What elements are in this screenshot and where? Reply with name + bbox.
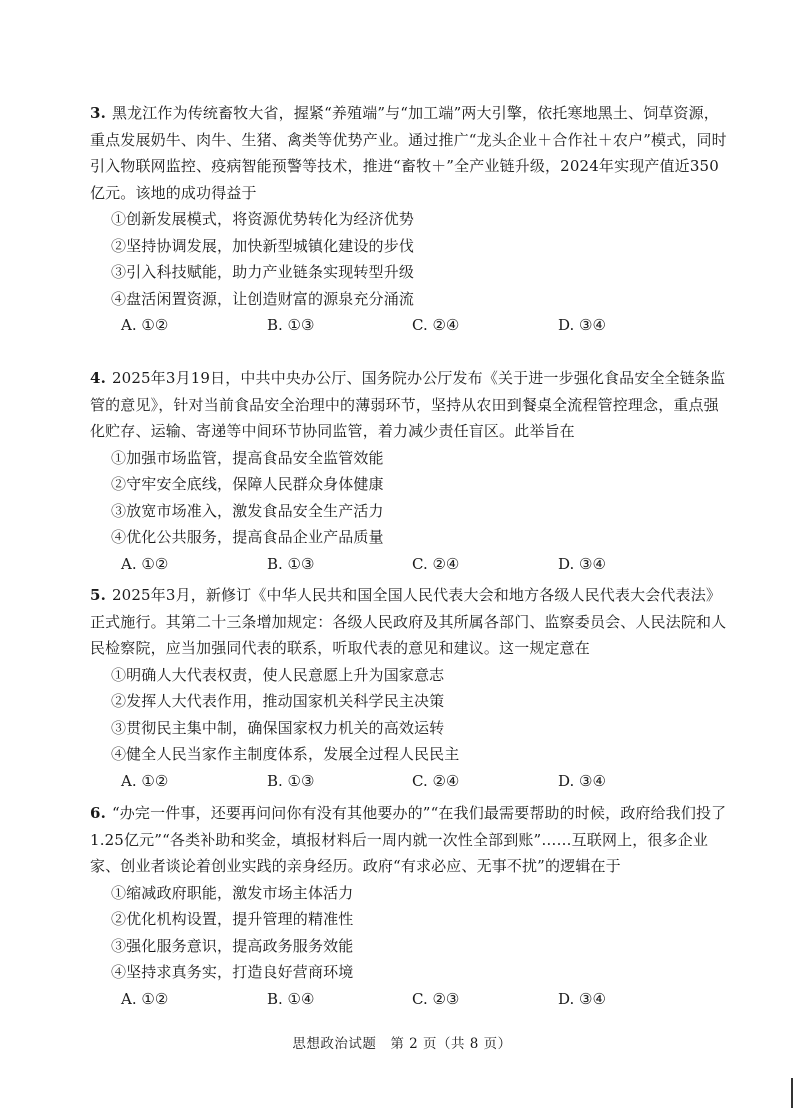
option-4: ④坚持求真务实，打造良好营商环境: [111, 963, 354, 981]
choice-b[interactable]: B. ①③: [267, 316, 315, 334]
choice-d[interactable]: D. ③④: [558, 316, 606, 334]
question-stem: [90, 800, 730, 880]
question-text: 2025年3月，新修订《中华人民共和国全国人民代表大会和地方各级人民代表大会代表法》正式施行。其第二十三条增加规定：各级人民政府及其所属各部门、监察委员会、人民法院和人民检察院，应当加强同代表的联系，听取代表的意见和建议。这一规定意在: [90, 586, 727, 657]
question-number: 5.: [90, 586, 106, 604]
choice-c[interactable]: C. ②③: [412, 989, 460, 1008]
question-6: [90, 800, 730, 1012]
option-3: ③引入科技赋能，助力产业链条实现转型升级: [111, 263, 415, 281]
option-4: ④优化公共服务，提高食品企业产品质量: [111, 528, 384, 546]
question-stem: [90, 365, 730, 445]
page-footer: 思想政治试题 第 2 页（共 8 页）: [292, 1036, 512, 1052]
answer-choices: [90, 312, 730, 339]
question-number: 6.: [90, 804, 106, 822]
option-1: ①明确人大代表权责，使人民意愿上升为国家意志: [111, 665, 445, 684]
option-3: ③放宽市场准入，激发食品安全生产活力: [111, 501, 384, 520]
choice-a[interactable]: A. ①②: [121, 316, 169, 334]
choice-c[interactable]: C. ②④: [412, 316, 460, 334]
option-1: ①加强市场监管，提高食品安全监管效能: [111, 448, 384, 467]
answer-choices: [90, 768, 730, 795]
choice-c[interactable]: C. ②④: [412, 771, 460, 790]
option-2: ②坚持协调发展，加快新型城镇化建设的步伐: [111, 236, 415, 255]
question-stem: [90, 582, 730, 662]
answer-choices: [90, 551, 730, 578]
scan-edge-mark: [791, 1078, 793, 1108]
question-number: 3.: [90, 104, 106, 122]
answer-choices: [90, 986, 730, 1013]
choice-b[interactable]: B. ①③: [267, 554, 315, 573]
question-3: [90, 100, 730, 339]
question-number: 4.: [90, 369, 106, 387]
question-5: [90, 582, 730, 794]
choice-d[interactable]: D. ③④: [558, 554, 606, 573]
choice-d[interactable]: D. ③④: [558, 771, 606, 790]
choice-b[interactable]: B. ①④: [267, 989, 315, 1008]
question-4: [90, 365, 730, 577]
option-1: ①缩减政府职能，激发市场主体活力: [111, 883, 354, 902]
choice-a[interactable]: A. ①②: [121, 771, 169, 790]
choice-a[interactable]: A. ①②: [121, 989, 169, 1008]
option-4: ④盘活闲置资源，让创造财富的源泉充分涌流: [111, 289, 415, 308]
option-4: ④健全人民当家作主制度体系，发展全过程人民民主: [111, 745, 460, 763]
option-3: ③贯彻民主集中制，确保国家权力机关的高效运转: [111, 718, 445, 737]
option-1: ①创新发展模式，将资源优势转化为经济优势: [111, 210, 415, 228]
option-2: ②发挥人大代表作用，推动国家机关科学民主决策: [111, 692, 445, 710]
question-text: 2025年3月19日，中共中央办公厅、国务院办公厅发布《关于进一步强化食品安全全链条监管的意见》，针对当前食品安全治理中的薄弱环节，坚持从农田到餐桌全流程管控理念，重点强化贮存、运输、寄递等中间环节协同监管，着力减少责任盲区。此举旨在: [90, 369, 726, 440]
option-2: ②守牢安全底线，保障人民群众身体健康: [111, 475, 384, 493]
choice-d[interactable]: D. ③④: [558, 989, 606, 1008]
question-text: “办完一件事，还要再问问你有没有其他要办的”“在我们最需要帮助的时候，政府给我们投了1.25亿元”“各类补助和奖金，填报材料后一周内就一次性全部到账”……互联网上，很多企业家、创业者谈论着创业实践的亲身经历。政府“有求必应、无事不扰”的逻辑在于: [90, 804, 727, 875]
choice-c[interactable]: C. ②④: [412, 554, 460, 573]
question-stem: [90, 100, 730, 206]
option-2: ②优化机构设置，提升管理的精准性: [111, 910, 354, 928]
question-text: 黑龙江作为传统畜牧大省，握紧“养殖端”与“加工端”两大引擎，依托寒地黑土、饲草资源，重点发展奶牛、肉牛、生猪、禽类等优势产业。通过推广“龙头企业＋合作社＋农户”模式，同时引入物联网监控、疫病智能预警等技术，推进“畜牧＋”全产业链升级，2024年实现产值近350亿元。该地的成功得益于: [90, 104, 727, 202]
option-3: ③强化服务意识，提高政务服务效能: [111, 936, 354, 955]
choice-b[interactable]: B. ①③: [267, 771, 315, 790]
choice-a[interactable]: A. ①②: [121, 554, 169, 573]
